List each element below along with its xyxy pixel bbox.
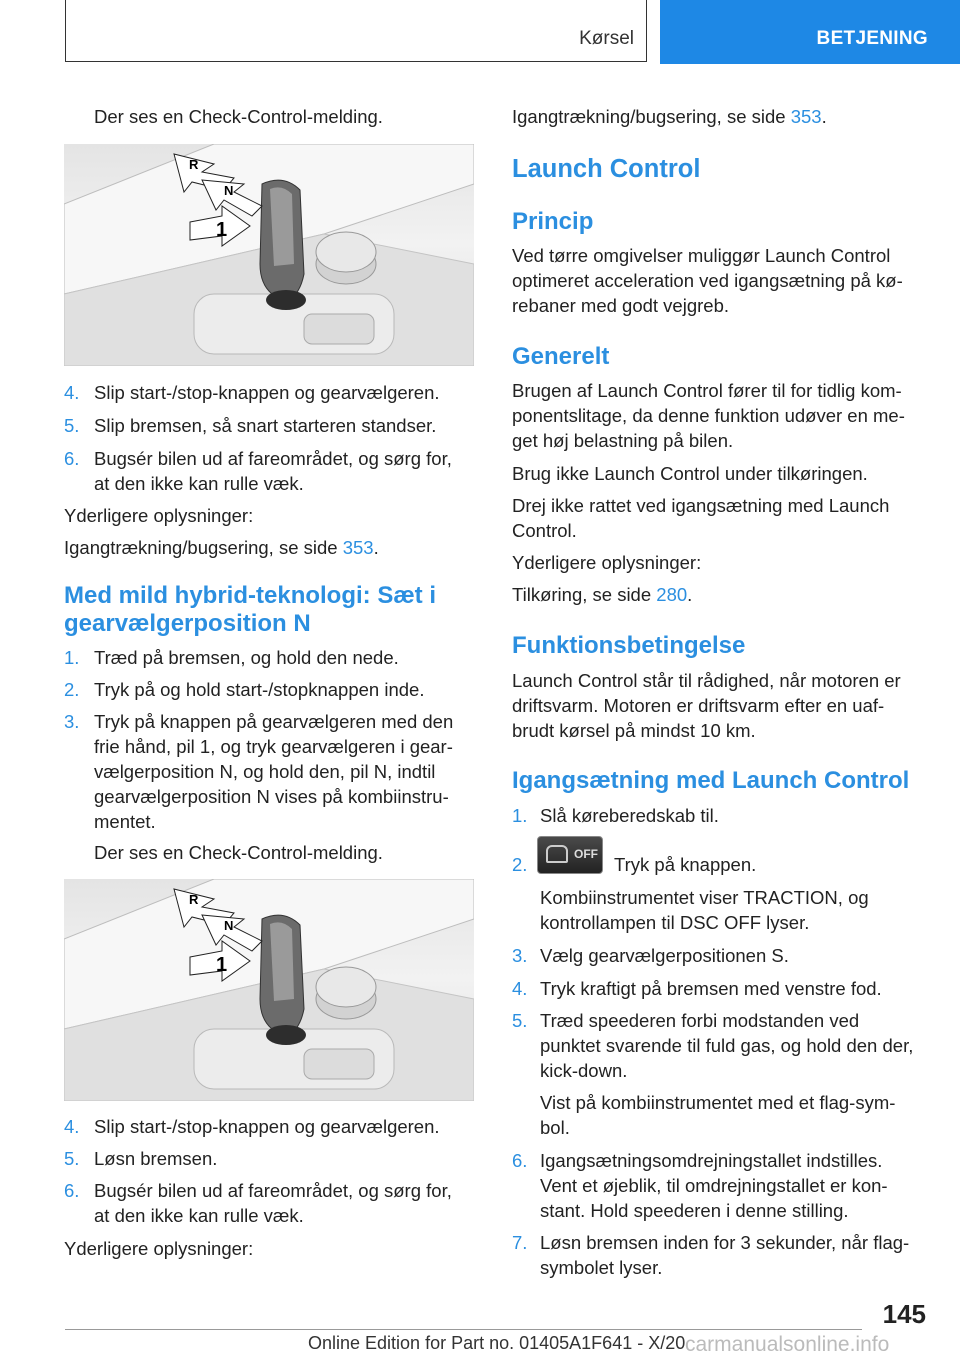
chapter-heading: Launch Control bbox=[512, 155, 701, 183]
paragraph-line: Brugen af Launch Control fører til for tidlig kom- bbox=[512, 380, 902, 401]
footer-divider bbox=[65, 1329, 862, 1330]
gear-selector-illustration bbox=[64, 879, 474, 1101]
step-text: Tryk på og hold start-/stopknappen inde. bbox=[94, 679, 425, 700]
page-header bbox=[65, 0, 960, 64]
more-info-label: Yderligere oplysninger: bbox=[64, 505, 254, 526]
step-subtext: Kombiinstrumentet viser TRACTION, og bbox=[540, 887, 869, 908]
page-link[interactable]: 353 bbox=[342, 537, 374, 558]
step-text: Bugsér bilen ud af fareområdet, og sørg for, bbox=[94, 1180, 452, 1201]
step-text: Tryk på knappen på gearvælgeren med den bbox=[94, 711, 454, 732]
arrow-label-n: N bbox=[224, 918, 234, 933]
reference-line: Igangtrækning/bugsering, se side 353. bbox=[64, 537, 379, 558]
step-subtext: Vist på kombiinstrumentet med et flag-sym- bbox=[540, 1092, 896, 1113]
more-info-label: Yderligere oplysninger: bbox=[64, 1238, 254, 1259]
step-number: 1. bbox=[64, 647, 80, 668]
paragraph-line: Control. bbox=[512, 520, 577, 541]
paragraph-line: rebaner med godt vejgreb. bbox=[512, 295, 729, 316]
step-text: symbolet lyser. bbox=[540, 1257, 663, 1278]
watermark-text: carmanualsonline.info bbox=[685, 1333, 890, 1356]
step-number: 4. bbox=[64, 382, 80, 403]
paragraph-line: Ved tørre omgivelser muliggør Launch Control bbox=[512, 245, 891, 266]
step-number: 4. bbox=[64, 1116, 80, 1137]
paragraph-line: driftsvarm. Motoren er driftsvarm efter en uaf- bbox=[512, 695, 885, 716]
step-number: 2. bbox=[512, 854, 528, 875]
step-text: Slå køreberedskab til. bbox=[540, 805, 719, 826]
gear-selector-figure-2 bbox=[64, 879, 474, 1101]
step-number: 7. bbox=[512, 1232, 528, 1253]
step-number: 6. bbox=[512, 1150, 528, 1171]
step-text: frie hånd, pil 1, og tryk gearvælgeren i gear- bbox=[94, 736, 453, 757]
step-text: Slip bremsen, så snart starteren standser. bbox=[94, 415, 437, 436]
section-title: BETJENING bbox=[816, 28, 928, 49]
gear-selector-illustration bbox=[64, 144, 474, 366]
step-text: at den ikke kan rulle væk. bbox=[94, 1205, 304, 1226]
step-text: Igangsætningsomdrejningstallet indstilles. bbox=[540, 1150, 883, 1171]
step-text: Slip start-/stop-knappen og gearvælgeren. bbox=[94, 382, 440, 403]
paragraph-line: Drej ikke rattet ved igangsætning med Launch bbox=[512, 495, 890, 516]
step-text: Træd på bremsen, og hold den nede. bbox=[94, 647, 399, 668]
step-text: Tryk på knappen. bbox=[614, 854, 757, 875]
arrow-label-n: N bbox=[224, 183, 234, 198]
step-number: 5. bbox=[512, 1010, 528, 1031]
chapter-title: Kørsel bbox=[579, 28, 634, 49]
edition-text: Online Edition for Part no. 01405A1F641 - X/20 bbox=[308, 1333, 686, 1353]
check-control-text: Der ses en Check-Control-melding. bbox=[94, 842, 383, 863]
section-heading: Igangsætning med Launch Control bbox=[512, 767, 910, 794]
step-text: Tryk kraftigt på bremsen med venstre fod. bbox=[540, 978, 882, 999]
step-number: 6. bbox=[64, 448, 80, 469]
gear-selector-figure-1 bbox=[64, 144, 474, 366]
reference-line: Tilkøring, se side 280. bbox=[512, 584, 693, 605]
step-text: vælgerposition N, og hold den, pil N, indtil bbox=[94, 761, 436, 782]
step-text: Løsn bremsen. bbox=[94, 1148, 218, 1169]
step-number: 6. bbox=[64, 1180, 80, 1201]
paragraph-line: ponentslitage, da denne funktion udøver en me- bbox=[512, 405, 905, 426]
arrow-label-1: 1 bbox=[216, 954, 228, 976]
reference-line: Igangtrækning/bugsering, se side 353. bbox=[512, 106, 827, 127]
step-text: Træd speederen forbi modstanden ved bbox=[540, 1010, 860, 1031]
arrow-label-1: 1 bbox=[216, 219, 228, 241]
step-number: 4. bbox=[512, 978, 528, 999]
step-number: 2. bbox=[64, 679, 80, 700]
step-text: at den ikke kan rulle væk. bbox=[94, 473, 304, 494]
section-tab[interactable] bbox=[660, 0, 960, 64]
step-text: Bugsér bilen ud af fareområdet, og sørg for, bbox=[94, 448, 452, 469]
page-link[interactable]: 353 bbox=[790, 106, 822, 127]
step-text: Vælg gearvælgerpositionen S. bbox=[540, 945, 789, 966]
step-text: gearvælgerposition N vises på kombiinstru- bbox=[94, 786, 449, 807]
paragraph-line: optimeret acceleration ved igangsætning på kø- bbox=[512, 270, 903, 291]
dsc-off-button[interactable] bbox=[537, 836, 603, 874]
step-text: kick-down. bbox=[540, 1060, 628, 1081]
step-subtext: kontrollampen til DSC OFF lyser. bbox=[540, 912, 810, 933]
dsc-off-button-label: OFF bbox=[574, 847, 598, 861]
step-number: 5. bbox=[64, 415, 80, 436]
step-subtext: bol. bbox=[540, 1117, 570, 1138]
paragraph-line: get høj belastning på bilen. bbox=[512, 430, 734, 451]
paragraph-line: Launch Control står til rådighed, når motoren er bbox=[512, 670, 901, 691]
page-link[interactable]: 280 bbox=[656, 584, 688, 605]
step-text: stant. Hold speederen i denne stilling. bbox=[540, 1200, 849, 1221]
check-control-text: Der ses en Check-Control-melding. bbox=[94, 106, 383, 127]
step-text: Løsn bremsen inden for 3 sekunder, når flag- bbox=[540, 1232, 910, 1253]
arrow-label-r: R bbox=[189, 157, 199, 172]
step-text: mentet. bbox=[94, 811, 156, 832]
step-text: Slip start-/stop-knappen og gearvælgeren. bbox=[94, 1116, 440, 1137]
step-number: 3. bbox=[512, 945, 528, 966]
chapter-tab[interactable] bbox=[65, 0, 647, 62]
paragraph-line: brudt kørsel på mindst 10 km. bbox=[512, 720, 756, 741]
section-heading: Med mild hybrid-teknologi: Sæt i bbox=[64, 582, 436, 609]
section-heading: gearvælgerposition N bbox=[64, 610, 311, 637]
subsection-heading: Princip bbox=[512, 208, 594, 235]
page-number: 145 bbox=[882, 1299, 926, 1329]
arrow-label-r: R bbox=[189, 892, 199, 907]
more-info-label: Yderligere oplysninger: bbox=[512, 552, 702, 573]
subsection-heading: Funktionsbetingelse bbox=[512, 632, 746, 659]
step-text: Vent et øjeblik, til omdrejningstallet er kon- bbox=[540, 1175, 888, 1196]
paragraph-line: Brug ikke Launch Control under tilkøringen. bbox=[512, 463, 868, 484]
step-number: 1. bbox=[512, 805, 528, 826]
traction-car-icon bbox=[546, 845, 568, 863]
step-number: 5. bbox=[64, 1148, 80, 1169]
subsection-heading: Generelt bbox=[512, 343, 610, 370]
step-text: punktet svarende til fuld gas, og hold den der, bbox=[540, 1035, 914, 1056]
step-number: 3. bbox=[64, 711, 80, 732]
